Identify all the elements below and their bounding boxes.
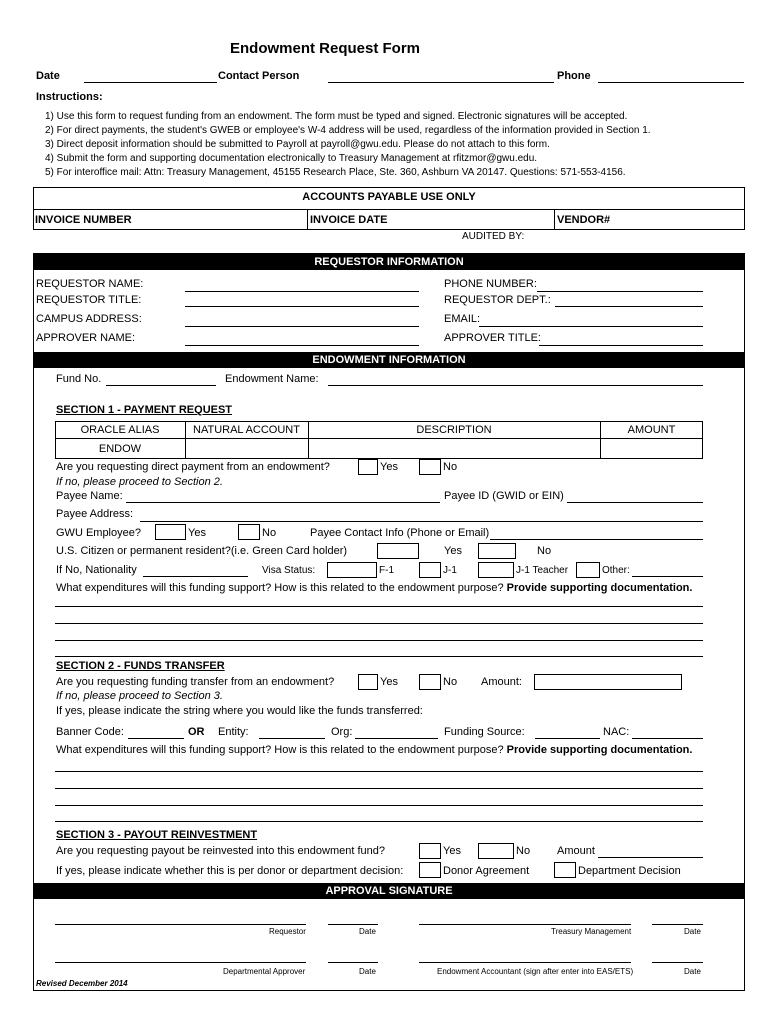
endowment-name-field[interactable] xyxy=(328,385,703,386)
reinvest-amount-label: Amount xyxy=(557,845,595,857)
approver-title-label: APPROVER TITLE: xyxy=(444,332,541,344)
donor-agreement-label: Donor Agreement xyxy=(443,865,530,877)
approver-title-field[interactable] xyxy=(539,345,703,346)
other-label: Other: xyxy=(602,565,630,576)
date-sig-label: Date xyxy=(684,967,701,976)
payee-name-field[interactable] xyxy=(126,502,440,503)
j1-teacher-checkbox[interactable] xyxy=(478,562,514,578)
gwu-employee-label: GWU Employee? xyxy=(56,527,141,539)
col-description: DESCRIPTION xyxy=(416,424,492,436)
reinvest-no-checkbox[interactable] xyxy=(478,843,514,859)
citizen-yes-checkbox[interactable] xyxy=(377,543,419,559)
endowment-name-label: Endowment Name: xyxy=(225,373,319,385)
yes-label: Yes xyxy=(380,676,398,688)
date-sig-label: Date xyxy=(359,927,376,936)
dept-approver-date-line[interactable] xyxy=(328,962,378,963)
provide-docs-text: Provide supporting documentation. xyxy=(506,582,693,594)
donor-agreement-checkbox[interactable] xyxy=(419,862,441,878)
payee-contact-field[interactable] xyxy=(490,539,703,540)
section2-title: SECTION 2 - FUNDS TRANSFER xyxy=(56,660,225,672)
reinvest-yes-checkbox[interactable] xyxy=(419,843,441,859)
nationality-label: If No, Nationality xyxy=(56,564,137,576)
campus-address-label: CAMPUS ADDRESS: xyxy=(36,313,142,325)
date-field[interactable] xyxy=(84,82,217,83)
expenditure-line[interactable] xyxy=(55,788,703,789)
divider xyxy=(554,209,555,230)
email-field[interactable] xyxy=(479,326,703,327)
invoice-number-label: INVOICE NUMBER xyxy=(35,214,132,226)
no-label: No xyxy=(443,676,458,688)
campus-address-field[interactable] xyxy=(185,326,419,327)
transfer-amount-label: Amount: xyxy=(481,676,522,688)
entity-field[interactable] xyxy=(259,738,325,739)
requestor-name-field[interactable] xyxy=(185,291,419,292)
expenditure-line[interactable] xyxy=(55,821,703,822)
transfer-yes-checkbox[interactable] xyxy=(358,674,378,690)
gwu-yes-checkbox[interactable] xyxy=(155,524,186,540)
or-label: OR xyxy=(188,726,205,738)
accountant-signature-line[interactable] xyxy=(419,962,631,963)
phone-number-label: PHONE NUMBER: xyxy=(444,278,537,290)
requestor-name-label: REQUESTOR NAME: xyxy=(36,278,144,290)
payee-contact-label: Payee Contact Info (Phone or Email) xyxy=(310,527,490,539)
decision-question: If yes, please indicate whether this is per donor or department decision: xyxy=(56,865,404,877)
approval-header: APPROVAL SIGNATURE xyxy=(33,883,745,899)
reinvest-question: Are you requesting payout be reinvested into this endowment fund? xyxy=(56,845,385,857)
col-natural-account: NATURAL ACCOUNT xyxy=(193,424,300,436)
expenditure-line[interactable] xyxy=(55,771,703,772)
yes-label: Yes xyxy=(443,845,461,857)
ap-title: ACCOUNTS PAYABLE USE ONLY xyxy=(302,191,476,203)
section3-title: SECTION 3 - PAYOUT REINVESTMENT xyxy=(56,829,258,841)
j1-label: J-1 xyxy=(443,565,457,576)
nationality-field[interactable] xyxy=(143,576,248,577)
payee-id-field[interactable] xyxy=(567,502,703,503)
expenditure-line[interactable] xyxy=(55,805,703,806)
col-oracle-alias: ORACLE ALIAS xyxy=(80,424,160,436)
yes-label: Yes xyxy=(380,461,398,473)
org-field[interactable] xyxy=(355,738,438,739)
no-label: No xyxy=(537,545,552,557)
requestor-header: REQUESTOR INFORMATION xyxy=(33,254,745,270)
instruction-item: 4) Submit the form and supporting documentation electronically to Treasury Management at rfitzmor@gwu.edu. xyxy=(45,153,538,164)
visa-status-label: Visa Status: xyxy=(262,565,316,576)
divider xyxy=(33,209,745,210)
j1-teacher-label: J-1 Teacher xyxy=(516,565,569,576)
page-title: Endowment Request Form xyxy=(230,40,421,57)
treasury-sig-label: Treasury Management xyxy=(551,927,632,936)
funding-source-field[interactable] xyxy=(535,738,600,739)
gwu-no-checkbox[interactable] xyxy=(238,524,260,540)
date-sig-label: Date xyxy=(359,967,376,976)
col-amount: AMOUNT xyxy=(627,424,676,436)
requestor-date-line[interactable] xyxy=(328,924,378,925)
entity-label: Entity: xyxy=(218,726,249,738)
dept-approver-signature-line[interactable] xyxy=(55,962,306,963)
audited-by-label: AUDITED BY: xyxy=(462,231,525,242)
reinvest-amount-field[interactable] xyxy=(598,857,703,858)
direct-yes-checkbox[interactable] xyxy=(358,459,378,475)
invoice-date-label: INVOICE DATE xyxy=(310,214,388,226)
approver-name-field[interactable] xyxy=(185,345,419,346)
expenditure-question xyxy=(56,582,692,594)
direct-payment-question: Are you requesting direct payment from an endowment? xyxy=(56,461,330,473)
contact-label: Contact Person xyxy=(218,70,300,82)
if-yes-note: If yes, please indicate the string where you would like the funds transferred: xyxy=(56,705,423,717)
citizen-no-checkbox[interactable] xyxy=(478,543,516,559)
citizen-question: U.S. Citizen or permanent resident?(i.e. Green Card holder) xyxy=(56,545,348,557)
expenditure-text: What expenditures will this funding support? How is this related to the endowment purpose? xyxy=(56,744,504,756)
requestor-title-field[interactable] xyxy=(185,306,419,307)
banner-code-label: Banner Code: xyxy=(56,726,124,738)
expenditure-question xyxy=(56,744,692,756)
yes-label: Yes xyxy=(188,527,206,539)
f1-label: F-1 xyxy=(379,565,394,576)
nac-field[interactable] xyxy=(632,738,703,739)
contact-field[interactable] xyxy=(328,82,554,83)
accountant-sig-label: Endowment Accountant (sign after enter into EAS/ETS) xyxy=(437,967,634,976)
date-label: Date xyxy=(36,70,60,82)
no-label: No xyxy=(516,845,531,857)
expenditure-line[interactable] xyxy=(55,656,703,657)
transfer-no-checkbox[interactable] xyxy=(419,674,441,690)
treasury-date-line[interactable] xyxy=(652,924,703,925)
instruction-item: 1) Use this form to request funding from an endowment. The form must be typed and signed. Electronic signatures will be accepted. xyxy=(45,111,628,122)
j1-checkbox[interactable] xyxy=(419,562,441,578)
date-sig-label: Date xyxy=(684,927,701,936)
approver-name-label: APPROVER NAME: xyxy=(36,332,136,344)
expenditure-line[interactable] xyxy=(55,623,703,624)
payee-name-label: Payee Name: xyxy=(56,490,123,502)
payee-id-label: Payee ID (GWID or EIN) xyxy=(444,490,564,502)
no-label: No xyxy=(262,527,277,539)
if-no-note: If no, please proceed to Section 2. xyxy=(56,476,223,488)
cell-endow: ENDOW xyxy=(98,443,142,455)
payee-address-field[interactable] xyxy=(140,521,703,522)
payee-address-label: Payee Address: xyxy=(56,508,134,520)
nac-label: NAC: xyxy=(603,726,630,738)
if-no-note: If no, please proceed to Section 3. xyxy=(56,690,223,702)
expenditure-line[interactable] xyxy=(55,606,703,607)
banner-code-field[interactable] xyxy=(128,738,184,739)
instruction-item: 5) For interoffice mail: Attn: Treasury Management, 45155 Research Place, Ste. 360, Ashburn VA 20147. Questions: 571-553-4156. xyxy=(45,167,626,178)
transfer-question: Are you requesting funding transfer from an endowment? xyxy=(56,676,335,688)
expenditure-text: What expenditures will this funding support? How is this related to the endowment purpose? xyxy=(56,582,504,594)
requestor-dept-label: REQUESTOR DEPT.: xyxy=(444,294,551,306)
fund-no-field[interactable] xyxy=(106,385,216,386)
divider xyxy=(307,209,308,230)
instruction-item: 3) Direct deposit information should be submitted to Payroll at payroll@gwu.edu. Please do not attach to this form. xyxy=(45,139,550,150)
requestor-title-label: REQUESTOR TITLE: xyxy=(36,294,142,306)
provide-docs-text: Provide supporting documentation. xyxy=(506,744,693,756)
other-field[interactable] xyxy=(632,576,703,577)
instruction-item: 2) For direct payments, the student's GWEB or employee's W-4 address will be used, regardless of the information provided in Section 1. xyxy=(45,125,651,136)
f1-checkbox[interactable] xyxy=(327,562,377,578)
phone-label: Phone xyxy=(557,70,591,82)
accountant-date-line[interactable] xyxy=(652,962,703,963)
phone-field[interactable] xyxy=(598,82,744,83)
phone-number-field[interactable] xyxy=(537,291,703,292)
department-decision-label: Department Decision xyxy=(578,865,681,877)
requestor-dept-field[interactable] xyxy=(555,306,703,307)
transfer-amount-field[interactable] xyxy=(534,674,682,690)
expenditure-line[interactable] xyxy=(55,640,703,641)
revision-note: Revised December 2014 xyxy=(36,979,128,988)
no-label: No xyxy=(443,461,458,473)
other-checkbox[interactable] xyxy=(576,562,600,578)
instructions-label: Instructions: xyxy=(36,91,103,103)
email-label: EMAIL: xyxy=(444,313,481,325)
fund-no-label: Fund No. xyxy=(56,373,102,385)
treasury-signature-line[interactable] xyxy=(419,924,631,925)
endowment-header: ENDOWMENT INFORMATION xyxy=(33,352,745,368)
vendor-label: VENDOR# xyxy=(557,214,611,226)
org-label: Org: xyxy=(331,726,353,738)
direct-no-checkbox[interactable] xyxy=(419,459,441,475)
yes-label: Yes xyxy=(444,545,462,557)
funding-source-label: Funding Source: xyxy=(444,726,525,738)
department-decision-checkbox[interactable] xyxy=(554,862,576,878)
dept-approver-sig-label: Departmental Approver xyxy=(223,967,306,976)
section1-title: SECTION 1 - PAYMENT REQUEST xyxy=(56,404,233,416)
requestor-sig-label: Requestor xyxy=(269,927,306,936)
requestor-signature-line[interactable] xyxy=(55,924,306,925)
divider xyxy=(55,438,703,439)
